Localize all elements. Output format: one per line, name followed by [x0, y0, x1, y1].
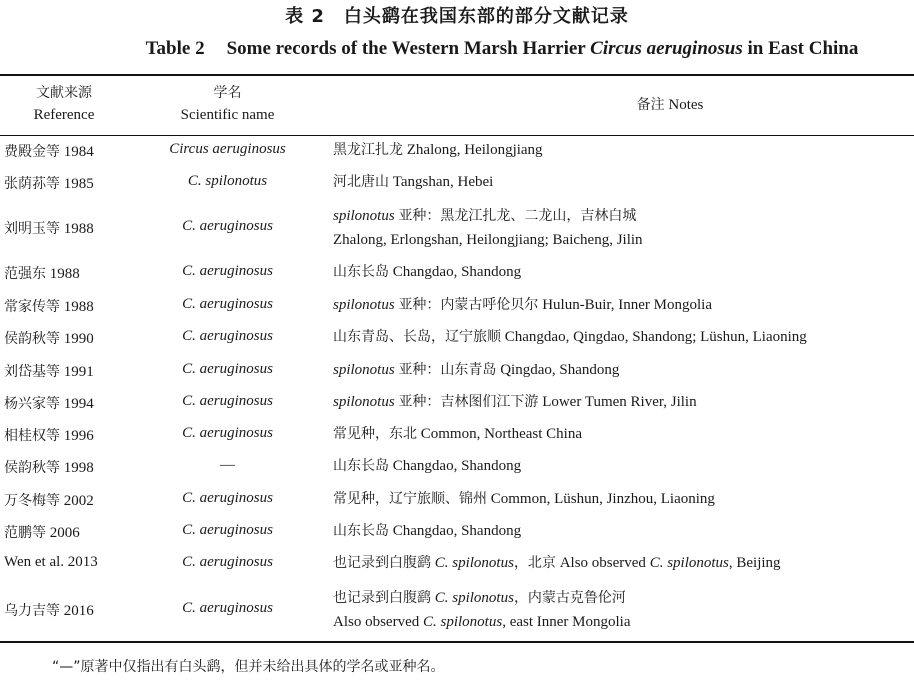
- scientific-name-cell: C. aeruginosus: [182, 522, 273, 538]
- notes-cn: 常见种，辽宁旅顺、锦州: [333, 491, 487, 507]
- reference-cell: [4, 490, 94, 510]
- reference-year: 1998: [63, 460, 94, 476]
- notes-line-1: [333, 204, 643, 228]
- notes-cell: [333, 204, 643, 252]
- notes-en: Changdao, Qingdao, Shandong; Lüshun, Liaoning: [504, 329, 807, 345]
- reference-author: 范强东: [4, 266, 46, 282]
- notes-cell: [333, 325, 807, 349]
- reference-author: 费殿金等: [4, 144, 60, 160]
- reference-author: 杨兴家等: [4, 396, 60, 412]
- notes-en: Changdao, Shandong: [392, 264, 522, 280]
- notes-cn-2: ，内蒙古克鲁伦河: [513, 590, 626, 606]
- notes-cn: 常见种，东北: [333, 426, 417, 442]
- notes-en: Qingdao, Shandong: [500, 362, 620, 378]
- reference-year: 1984: [63, 144, 94, 160]
- reference-year: 2006: [49, 525, 80, 541]
- notes-cell: [333, 260, 521, 284]
- bottom-rule: [0, 641, 914, 643]
- scientific-name-cell: C. aeruginosus: [182, 361, 273, 377]
- notes-cn: 亚种：吉林图们江下游: [398, 394, 539, 410]
- notes-cn: 山东长岛: [333, 264, 389, 280]
- header-scientific-name: [140, 82, 315, 126]
- reference-cell: [4, 393, 94, 413]
- notes-cell: [333, 487, 715, 511]
- header-reference-en: Reference: [33, 107, 95, 123]
- notes-en-2: , east Inner Mongolia: [502, 614, 631, 630]
- notes-en: Tangshan, Hebei: [392, 174, 494, 190]
- top-rule: [0, 74, 914, 76]
- scientific-name-cell: C. aeruginosus: [182, 425, 273, 441]
- header-notes-en: Notes: [668, 97, 704, 113]
- reference-cell: [4, 296, 94, 316]
- reference-year: 1991: [63, 364, 94, 380]
- reference-year: 1988: [63, 299, 94, 315]
- scientific-name-cell: C. aeruginosus: [182, 263, 273, 279]
- notes-en: Lower Tumen River, Jilin: [542, 394, 697, 410]
- reference-cell: [4, 173, 94, 193]
- subspecies-name: spilonotus: [333, 394, 395, 410]
- notes-cell: [333, 422, 582, 446]
- reference-year: 2016: [63, 603, 94, 619]
- notes-cn: 也记录到白腹鹞: [333, 555, 431, 571]
- notes-line-2: [333, 610, 631, 634]
- reference-author: 刘岱基等: [4, 364, 60, 380]
- species-name: C. spilonotus: [434, 555, 514, 571]
- reference-author: 万冬梅等: [4, 493, 60, 509]
- scientific-name-cell: C. aeruginosus: [182, 218, 273, 234]
- header-scientific-name-en: Scientific name: [180, 107, 275, 123]
- notes-en: Changdao, Shandong: [392, 458, 522, 474]
- notes-cell: [333, 454, 521, 478]
- notes-cell: [333, 390, 697, 414]
- reference-year: 1994: [63, 396, 94, 412]
- scientific-name-cell: C. aeruginosus: [182, 296, 273, 312]
- reference-year: 1996: [63, 428, 94, 444]
- notes-cn: 河北唐山: [333, 174, 389, 190]
- reference-author: 乌力吉等: [4, 603, 60, 619]
- species-name-2: C. spilonotus: [649, 555, 729, 571]
- notes-cn: 黑龙江扎龙: [333, 142, 403, 158]
- reference-cell: [4, 425, 94, 445]
- scientific-name-cell: C. aeruginosus: [182, 490, 273, 506]
- notes-cell: [333, 358, 619, 382]
- notes-en: Changdao, Shandong: [392, 523, 522, 539]
- notes-cell: [333, 170, 493, 194]
- table-title-cn: 表 2 白头鹞在我国东部的部分文献记录: [285, 6, 629, 27]
- header-notes: [555, 94, 785, 116]
- reference-author: Wen et al.: [4, 554, 65, 570]
- reference-cell: [4, 554, 98, 571]
- notes-en: Common, Lüshun, Jinzhou, Liaoning: [490, 491, 715, 507]
- reference-year: 1988: [63, 221, 94, 237]
- scientific-name-cell: C. aeruginosus: [182, 328, 273, 344]
- notes-en: Also observed: [559, 555, 646, 571]
- species-name: C. spilonotus: [434, 590, 514, 606]
- table-title-en: [0, 38, 914, 60]
- subspecies-name: spilonotus: [333, 362, 395, 378]
- reference-cell: [4, 263, 80, 283]
- notes-cn: 山东长岛: [333, 458, 389, 474]
- notes-en: Common, Northeast China: [420, 426, 582, 442]
- reference-cell: [4, 328, 94, 348]
- reference-cell: [4, 522, 80, 542]
- reference-author: 相桂权等: [4, 428, 60, 444]
- title-text-after: in East China: [742, 38, 859, 59]
- reference-year: 2013: [67, 554, 98, 570]
- scientific-name-cell: Circus aeruginosus: [169, 141, 286, 157]
- notes-cell: [333, 138, 543, 162]
- reference-author: 常家传等: [4, 299, 60, 315]
- notes-cn: 亚种：内蒙古呼伦贝尔: [398, 297, 539, 313]
- header-reference: [0, 82, 128, 126]
- scientific-name-cell: C. aeruginosus: [182, 393, 273, 409]
- header-rule: [0, 135, 914, 136]
- notes-cell: [333, 551, 781, 575]
- table-footnote: “—”原著中仅指出有白头鹞，但并未给出具体的学名或亚种名。: [52, 659, 445, 675]
- notes-cn: 山东青岛、长岛，辽宁旅顺: [333, 329, 501, 345]
- notes-cell: [333, 586, 631, 634]
- reference-cell: [4, 457, 94, 477]
- reference-cell: [4, 218, 94, 238]
- notes-cn: 亚种：黑龙江扎龙、二龙山，吉林白城: [398, 208, 637, 224]
- reference-year: 2002: [63, 493, 94, 509]
- reference-year: 1985: [63, 176, 94, 192]
- notes-en: Hulun-Buir, Inner Mongolia: [542, 297, 712, 313]
- notes-line-1: [333, 586, 631, 610]
- reference-author: 张荫荪等: [4, 176, 60, 192]
- scientific-name-cell: C. spilonotus: [187, 173, 268, 189]
- header-reference-cn: 文献来源: [36, 85, 92, 101]
- reference-author: 刘明玉等: [4, 221, 60, 237]
- scientific-name-cell: —: [220, 457, 235, 473]
- header-scientific-name-cn: 学名: [213, 85, 242, 101]
- title-species: Circus aeruginosus: [590, 38, 743, 59]
- notes-en-2: , Beijing: [728, 555, 781, 571]
- notes-cn: 亚种：山东青岛: [398, 362, 497, 378]
- notes-cn-2: ，北京: [513, 555, 556, 571]
- notes-cell: [333, 293, 712, 317]
- subspecies-name: spilonotus: [333, 297, 395, 313]
- reference-cell: [4, 600, 94, 620]
- subspecies-name: spilonotus: [333, 208, 395, 224]
- scientific-name-cell: C. aeruginosus: [182, 600, 273, 616]
- reference-year: 1988: [49, 266, 80, 282]
- header-notes-cn: 备注: [636, 97, 665, 113]
- notes-cn: 山东长岛: [333, 523, 389, 539]
- notes-cn: 也记录到白腹鹞: [333, 590, 431, 606]
- table-label: Table 2: [145, 38, 205, 59]
- notes-cell: [333, 519, 521, 543]
- scientific-name-cell: C. aeruginosus: [182, 554, 273, 570]
- reference-cell: [4, 361, 94, 381]
- notes-line-2: Zhalong, Erlongshan, Heilongjiang; Baicheng, Jilin: [333, 232, 643, 248]
- reference-author: 侯韵秋等: [4, 331, 60, 347]
- notes-en: Zhalong, Heilongjiang: [406, 142, 543, 158]
- reference-cell: [4, 141, 94, 161]
- reference-author: 范鹏等: [4, 525, 46, 541]
- species-name-2: C. spilonotus: [423, 614, 503, 630]
- title-text: Some records of the Western Marsh Harrier: [226, 38, 591, 59]
- reference-author: 侯韵秋等: [4, 460, 60, 476]
- reference-year: 1990: [63, 331, 94, 347]
- notes-en: Also observed: [333, 614, 420, 630]
